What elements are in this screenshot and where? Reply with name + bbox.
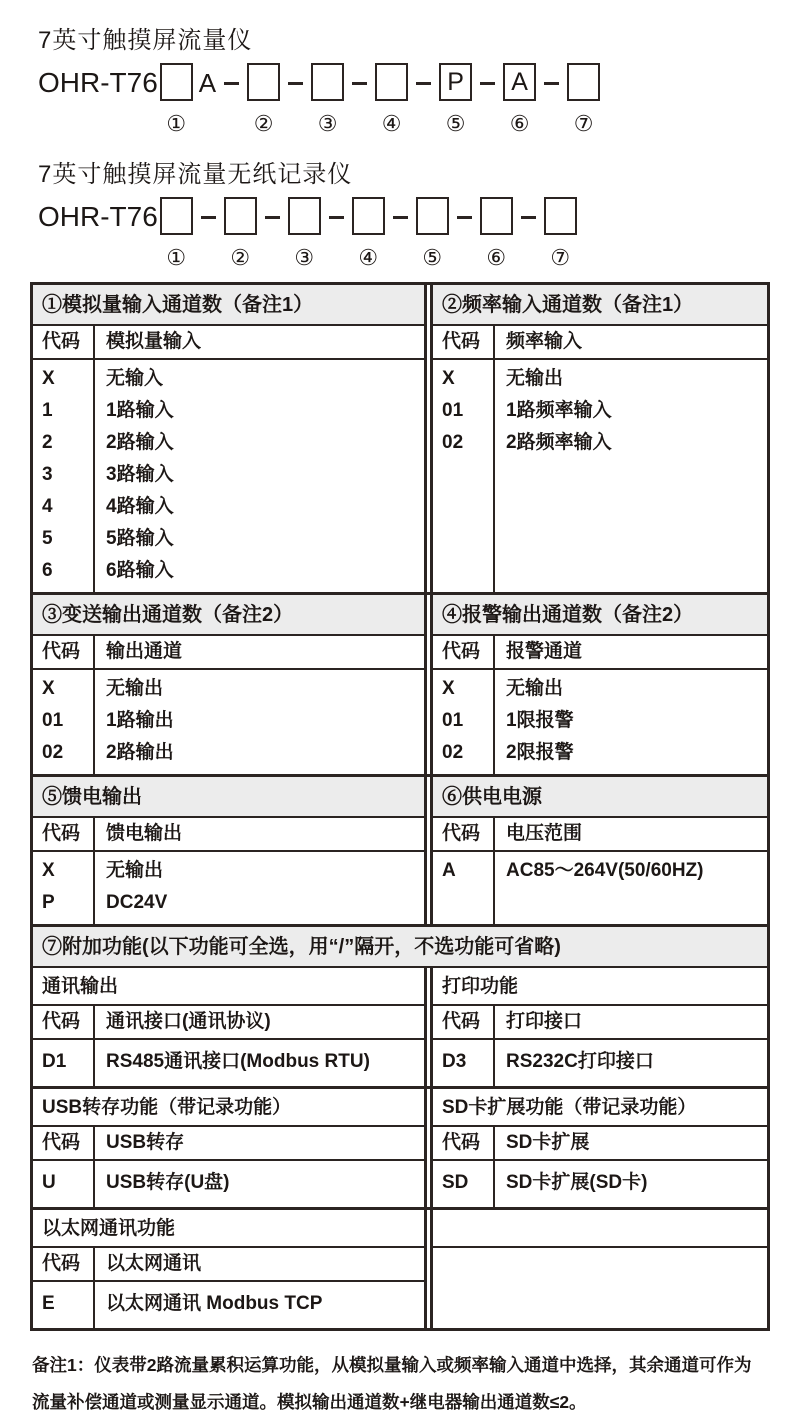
circled-number: ③ (294, 245, 315, 270)
footnote-line: 备注1：仪表带2路流量累积运算功能，从模拟量输入或频率输入通道中选择，其余通道可作为 (32, 1355, 752, 1375)
column-header-row (33, 1127, 424, 1161)
code-cells (433, 852, 495, 924)
value-cell: 1路输出 (106, 710, 174, 731)
model-code-line-2 (38, 197, 770, 270)
code-box (480, 197, 513, 235)
model-position-7 (542, 197, 579, 270)
code-cells (433, 360, 495, 592)
code-cell: SD (442, 1172, 469, 1193)
model-position-3 (286, 197, 323, 270)
code-box (375, 63, 408, 101)
code-box (160, 197, 193, 235)
dash-separator (352, 82, 367, 85)
dash-separator (393, 216, 408, 219)
model-position-1 (158, 63, 195, 136)
code-cell: X (42, 860, 55, 881)
model-diagram-paperless-recorder (30, 154, 770, 270)
circled-number: ⑥ (486, 245, 507, 270)
code-header: 代码 (33, 326, 95, 358)
code-cell: 2 (42, 432, 53, 453)
value-cells (95, 360, 424, 592)
code-box (160, 63, 193, 101)
column-header-row (433, 636, 767, 670)
code-cell: A (442, 860, 456, 881)
code-cell: 02 (442, 742, 464, 763)
dash-separator (329, 216, 344, 219)
section-body (33, 360, 424, 592)
section-title: ⑤馈电输出 (33, 777, 424, 818)
value-header: USB转存 (106, 1132, 185, 1153)
subsection-title: USB转存功能（带记录功能） (33, 1089, 424, 1127)
subsection-sd-card (430, 1089, 767, 1207)
section-row-3 (33, 774, 767, 924)
value-cells (495, 360, 767, 592)
pair-usb-sd (33, 1086, 767, 1207)
value-header: 频率输入 (506, 331, 583, 352)
column-header-row (433, 326, 767, 360)
code-box (567, 63, 600, 101)
column-header-row (33, 636, 424, 670)
value-cell: 无输出 (106, 678, 164, 699)
value-cell: 无输入 (106, 368, 164, 389)
section-row-2 (33, 592, 767, 774)
value-header: 通讯接口(通讯协议) (106, 1011, 271, 1032)
section-transmit-output (33, 595, 427, 774)
value-cell: SD卡扩展(SD卡) (506, 1172, 648, 1193)
value-header: 输出通道 (106, 641, 183, 662)
model-position-5 (414, 197, 451, 270)
section-title: ①模拟量输入通道数（备注1） (33, 285, 424, 326)
code-box (311, 63, 344, 101)
code-cell: 1 (42, 400, 53, 421)
code-header: 代码 (433, 1127, 495, 1159)
value-cell: 无输出 (506, 368, 564, 389)
section-body (33, 1040, 424, 1086)
model-position-6 (501, 63, 538, 136)
code-box (288, 197, 321, 235)
footnote-remark-1 (32, 1347, 777, 1421)
value-cells (495, 1161, 767, 1207)
code-cell: D3 (442, 1051, 467, 1072)
model-position-4 (373, 63, 410, 136)
section-analog-input (33, 285, 427, 592)
code-cells (33, 670, 95, 774)
value-cell: 无输出 (106, 860, 164, 881)
model-code-line-1 (38, 63, 770, 136)
section-body (433, 360, 767, 592)
value-cell: USB转存(U盘) (106, 1172, 230, 1193)
circled-number: ④ (381, 111, 402, 136)
model-position-5 (437, 63, 474, 136)
code-cell: U (42, 1172, 56, 1193)
section-body (433, 670, 767, 774)
section-title: ⑥供电电源 (433, 777, 767, 818)
circled-number: ② (230, 245, 251, 270)
code-header: 代码 (33, 636, 95, 668)
value-cells (95, 852, 424, 924)
pair-ethernet (33, 1207, 767, 1328)
model-position-4 (350, 197, 387, 270)
value-cells (95, 1282, 424, 1328)
value-cell: 2限报警 (506, 742, 574, 763)
column-header-row (433, 818, 767, 852)
dash-separator (457, 216, 472, 219)
section-body (33, 1161, 424, 1207)
column-header-row (433, 1006, 767, 1040)
code-cells (33, 1282, 95, 1328)
dash-separator (521, 216, 536, 219)
value-cell: 1限报警 (506, 710, 574, 731)
code-box-a: A (503, 63, 536, 101)
value-cell: 6路输入 (106, 560, 174, 581)
value-cells (95, 1040, 424, 1086)
section-body (33, 1282, 424, 1328)
code-box (416, 197, 449, 235)
value-header: 电压范围 (506, 823, 583, 844)
section-body (433, 1161, 767, 1207)
code-box (352, 197, 385, 235)
section-feed-output (33, 777, 427, 924)
subsection-ethernet (33, 1210, 427, 1328)
circled-number: ⑦ (573, 111, 594, 136)
column-header-row (33, 818, 424, 852)
model-position-2 (245, 63, 282, 136)
code-cell: 6 (42, 560, 53, 581)
code-header: 代码 (433, 636, 495, 668)
value-cell: 1路输入 (106, 400, 174, 421)
code-header: 代码 (33, 1248, 95, 1280)
value-cells (495, 852, 767, 924)
value-header: 模拟量输入 (106, 331, 202, 352)
subsection-usb-transfer (33, 1089, 427, 1207)
subsection-title: 打印功能 (433, 968, 767, 1006)
subsection-title: 以太网通讯功能 (33, 1210, 424, 1248)
code-cell: 4 (42, 496, 53, 517)
section-body (33, 852, 424, 924)
section-title: ④报警输出通道数（备注2） (433, 595, 767, 636)
dash-separator (480, 82, 495, 85)
empty-cell (433, 1248, 767, 1328)
section-7-title: ⑦附加功能(以下功能可全选，用“/”隔开，不选功能可省略) (33, 927, 767, 968)
value-cell: 3路输入 (106, 464, 174, 485)
code-header: 代码 (33, 1006, 95, 1038)
value-cell: 2路输入 (106, 432, 174, 453)
ordering-code-table (30, 282, 770, 1331)
code-box-p: P (439, 63, 472, 101)
code-header: 代码 (33, 1127, 95, 1159)
code-cells (33, 360, 95, 592)
value-cells (95, 670, 424, 774)
section-body (433, 852, 767, 924)
code-cell: 02 (42, 742, 64, 763)
code-box (544, 197, 577, 235)
code-cell: X (42, 368, 55, 389)
column-header-row (33, 1006, 424, 1040)
column-header-row (33, 326, 424, 360)
code-cell: D1 (42, 1051, 67, 1072)
value-cells (95, 1161, 424, 1207)
fixed-letter-a: A (198, 68, 217, 98)
value-cell: AC85～264V(50/60HZ) (506, 860, 704, 881)
circled-number: ⑤ (422, 245, 443, 270)
circled-number: ⑤ (445, 111, 466, 136)
subsection-print-function (430, 968, 767, 1086)
code-header: 代码 (33, 818, 95, 850)
dash-separator (265, 216, 280, 219)
value-cell: 以太网通讯 Modbus TCP (106, 1293, 323, 1314)
code-cell: X (442, 368, 455, 389)
value-cell: 4路输入 (106, 496, 174, 517)
value-cell: 无输出 (506, 678, 564, 699)
dash-separator (288, 82, 303, 85)
section-title: ③变送输出通道数（备注2） (33, 595, 424, 636)
code-cell: 02 (442, 432, 464, 453)
circled-number: ⑥ (509, 111, 530, 136)
subsection-comms-output (33, 968, 427, 1086)
subsection-empty (430, 1210, 767, 1328)
model-position-1 (158, 197, 195, 270)
pair-comms-print (33, 968, 767, 1086)
code-box (224, 197, 257, 235)
section-frequency-input (430, 285, 767, 592)
dash-separator (201, 216, 216, 219)
section-body (33, 670, 424, 774)
code-header: 代码 (433, 326, 495, 358)
subsection-title: 通讯输出 (33, 968, 424, 1006)
value-cell: DC24V (106, 892, 168, 913)
code-cell: 01 (442, 710, 464, 731)
section-power-supply (430, 777, 767, 924)
value-cells (495, 1040, 767, 1086)
column-header-row (33, 1248, 424, 1282)
code-header: 代码 (433, 1006, 495, 1038)
model-position-3 (309, 63, 346, 136)
circled-number: ⑦ (550, 245, 571, 270)
code-cell: E (42, 1293, 55, 1314)
value-cell: RS485通讯接口(Modbus RTU) (106, 1051, 370, 1072)
section-row-1 (33, 285, 767, 592)
value-cell: 2路输出 (106, 742, 174, 763)
section-alarm-output (430, 595, 767, 774)
value-cell: 2路频率输入 (506, 432, 612, 453)
value-cell: RS232C打印接口 (506, 1051, 654, 1072)
model-position-6 (478, 197, 515, 270)
column-header-row (433, 1127, 767, 1161)
model-position-2 (222, 197, 259, 270)
value-header: 以太网通讯 (106, 1253, 202, 1274)
code-cell: P (42, 892, 55, 913)
section-body (433, 1040, 767, 1086)
code-cell: 01 (42, 710, 64, 731)
code-cell: 01 (442, 400, 464, 421)
circled-number: ① (166, 111, 187, 136)
circled-number: ④ (358, 245, 379, 270)
code-cell: X (42, 678, 55, 699)
value-header: SD卡扩展 (506, 1132, 590, 1153)
model-title-paperless-recorder: 7英寸触摸屏流量无纸记录仪 (38, 161, 353, 188)
code-cells (433, 1161, 495, 1207)
dash-separator (224, 82, 239, 85)
subsection-title: SD卡扩展功能（带记录功能） (433, 1089, 767, 1127)
code-box (247, 63, 280, 101)
code-cell: 3 (42, 464, 53, 485)
value-cells (495, 670, 767, 774)
model-title-flow-meter: 7英寸触摸屏流量仪 (38, 27, 253, 54)
dash-separator (416, 82, 431, 85)
value-header: 打印接口 (506, 1011, 583, 1032)
model-diagram-flow-meter (30, 20, 770, 136)
footnote-line: 流量补偿通道或测量显示通道。模拟输出通道数+继电器输出通道数≤2。 (32, 1392, 587, 1412)
code-cells (433, 1040, 495, 1086)
code-cell: 5 (42, 528, 53, 549)
model-position-7 (565, 63, 602, 136)
code-cells (433, 670, 495, 774)
code-cells (33, 1040, 95, 1086)
model-prefix: OHR-T76 (38, 67, 158, 98)
code-cells (33, 852, 95, 924)
code-header: 代码 (433, 818, 495, 850)
section-row-4 (33, 924, 767, 1328)
circled-number: ② (253, 111, 274, 136)
value-cell: 5路输入 (106, 528, 174, 549)
value-header: 馈电输出 (106, 823, 183, 844)
circled-number: ③ (317, 111, 338, 136)
circled-number: ① (166, 245, 187, 270)
value-cell: 1路频率输入 (506, 400, 612, 421)
code-cells (33, 1161, 95, 1207)
empty-cell (433, 1210, 767, 1248)
code-cell: X (442, 678, 455, 699)
value-header: 报警通道 (506, 641, 583, 662)
dash-separator (544, 82, 559, 85)
model-prefix: OHR-T76 (38, 201, 158, 232)
section-title: ②频率输入通道数（备注1） (433, 285, 767, 326)
